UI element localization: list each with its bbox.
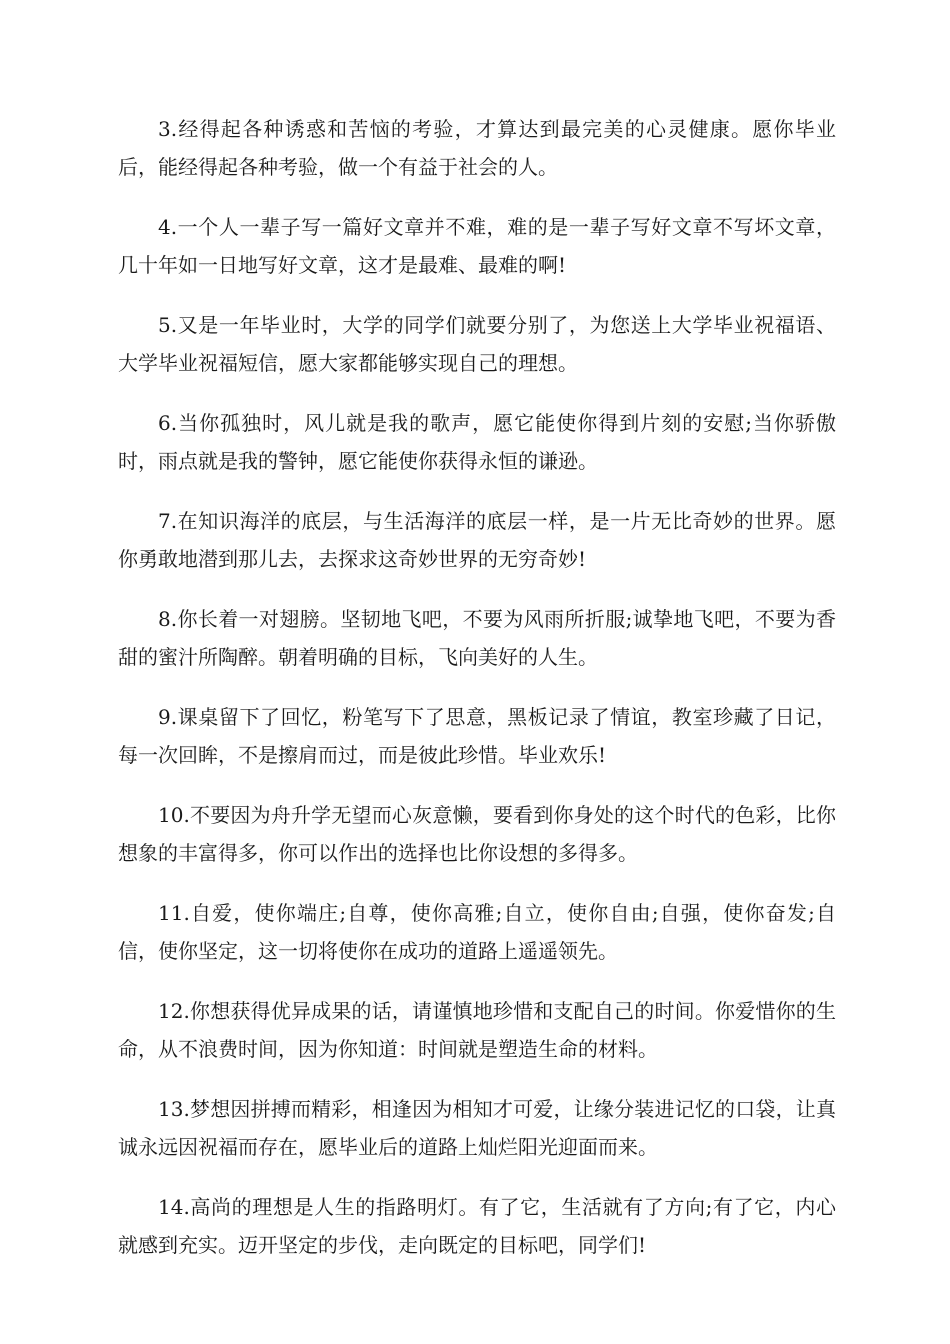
paragraph-3: 3.经得起各种诱惑和苦恼的考验，才算达到最完美的心灵健康。愿你毕业后，能经得起各种考验，做一个有益于社会的人。 [118,117,836,179]
paragraph-7: 7.在知识海洋的底层，与生活海洋的底层一样，是一片无比奇妙的世界。愿你勇敢地潜到那儿去，去探求这奇妙世界的无穷奇妙! [118,509,836,571]
paragraph-6: 6.当你孤独时，风儿就是我的歌声，愿它能使你得到片刻的安慰;当你骄傲时，雨点就是我的警钟，愿它能使你获得永恒的谦逊。 [118,411,836,473]
paragraph-10: 10.不要因为舟升学无望而心灰意懒，要看到你身处的这个时代的色彩，比你想象的丰富得多，你可以作出的选择也比你设想的多得多。 [118,803,836,865]
paragraph-9: 9.课桌留下了回忆，粉笔写下了思意，黑板记录了情谊，教室珍藏了日记，每一次回眸，不是擦肩而过，而是彼此珍惜。毕业欢乐! [118,705,836,767]
paragraph-12: 12.你想获得优异成果的话，请谨慎地珍惜和支配自己的时间。你爱惜你的生命，从不浪费时间，因为你知道：时间就是塑造生命的材料。 [118,999,836,1061]
paragraph-13: 13.梦想因拼搏而精彩，相逢因为相知才可爱，让缘分装进记忆的口袋，让真诚永远因祝福而存在，愿毕业后的道路上灿烂阳光迎面而来。 [118,1097,836,1159]
paragraph-8: 8.你长着一对翅膀。坚韧地飞吧，不要为风雨所折服;诚挚地飞吧，不要为香甜的蜜汁所陶醉。朝着明确的目标，飞向美好的人生。 [118,607,836,669]
paragraph-4: 4.一个人一辈子写一篇好文章并不难，难的是一辈子写好文章不写坏文章，几十年如一日地写好文章，这才是最难、最难的啊! [118,215,836,277]
paragraph-11: 11.自爱，使你端庄;自尊，使你高雅;自立，使你自由;自强，使你奋发;自信，使你坚定，这一切将使你在成功的道路上遥遥领先。 [118,901,836,963]
paragraph-14: 14.高尚的理想是人生的指路明灯。有了它，生活就有了方向;有了它，内心就感到充实。迈开坚定的步伐，走向既定的目标吧，同学们! [118,1195,836,1257]
document-body [118,110,836,1286]
paragraph-5: 5.又是一年毕业时，大学的同学们就要分别了，为您送上大学毕业祝福语、大学毕业祝福短信，愿大家都能够实现自己的理想。 [118,313,836,375]
